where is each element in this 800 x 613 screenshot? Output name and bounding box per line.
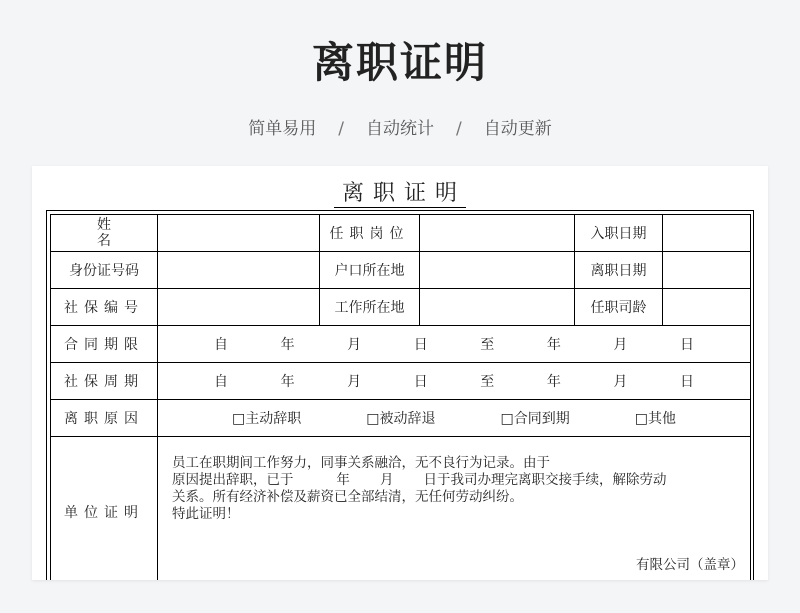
social-no-label: 社保编号 [51, 289, 158, 326]
name-label: 姓 名 [51, 215, 158, 252]
hukou-label: 户口所在地 [320, 252, 420, 289]
social-period-field[interactable]: 自 年 月 日 至 年 月 日 [158, 363, 751, 400]
social-period-label: 社保周期 [51, 363, 158, 400]
certificate-line: 员工在职期间工作努力，同事关系融洽，无不良行为记录。由于 [172, 455, 550, 471]
form-frame [46, 210, 754, 580]
row-contract [51, 326, 751, 363]
contract-period-field[interactable]: 自 年 月 日 至 年 月 日 [158, 326, 751, 363]
hukou-field[interactable] [420, 252, 575, 289]
reason-voluntary-checkbox[interactable]: □主动辞职 [232, 411, 302, 427]
work-place-field[interactable] [420, 289, 575, 326]
row-id [51, 252, 751, 289]
company-seal-text: 有限公司（盖章） [636, 557, 744, 573]
reason-dismissed-checkbox[interactable]: □被动辞退 [366, 411, 436, 427]
tag-easy: 简单易用 [248, 119, 317, 139]
position-field[interactable] [420, 215, 575, 252]
reason-contract-end-checkbox[interactable]: □合同到期 [500, 411, 570, 427]
social-no-field[interactable] [158, 289, 320, 326]
name-field[interactable] [158, 215, 320, 252]
certificate-field [158, 437, 751, 581]
page-title: 离职证明 [311, 38, 488, 87]
feature-tags [0, 114, 800, 139]
tag-auto-stats: 自动统计 [366, 119, 434, 139]
certificate-line: 关系。所有经济补偿及薪资已全部结清，无任何劳动纠纷。 [172, 489, 523, 505]
entry-date-field[interactable] [663, 215, 751, 252]
row-social [51, 289, 751, 326]
tag-separator: / [338, 119, 344, 139]
id-field[interactable] [158, 252, 320, 289]
row-social-period [51, 363, 751, 400]
document-sheet [32, 166, 768, 580]
row-reason [51, 400, 751, 437]
row-certificate [51, 437, 751, 581]
resignation-form [50, 214, 751, 580]
tenure-label: 任职司龄 [575, 289, 663, 326]
work-place-label: 工作所在地 [320, 289, 420, 326]
reason-other-checkbox[interactable]: □其他 [634, 411, 676, 427]
row-name [51, 215, 751, 252]
certificate-line: 特此证明！ [172, 506, 240, 522]
document-title: 离职证明 [32, 176, 768, 207]
reason-options [158, 400, 751, 437]
tag-separator: / [456, 119, 462, 139]
reason-label: 离职原因 [51, 400, 158, 437]
id-label: 身份证号码 [51, 252, 158, 289]
certificate-line: 原因提出辞职，已于 年 月 日于我司办理完离职交接手续，解除劳动 [172, 472, 667, 488]
certificate-label: 单位证明 [51, 437, 158, 581]
entry-date-label: 入职日期 [575, 215, 663, 252]
leave-date-field[interactable] [663, 252, 751, 289]
contract-label: 合同期限 [51, 326, 158, 363]
tenure-field[interactable] [663, 289, 751, 326]
tag-auto-update: 自动更新 [483, 119, 552, 139]
leave-date-label: 离职日期 [575, 252, 663, 289]
position-label: 任职岗位 [320, 215, 420, 252]
